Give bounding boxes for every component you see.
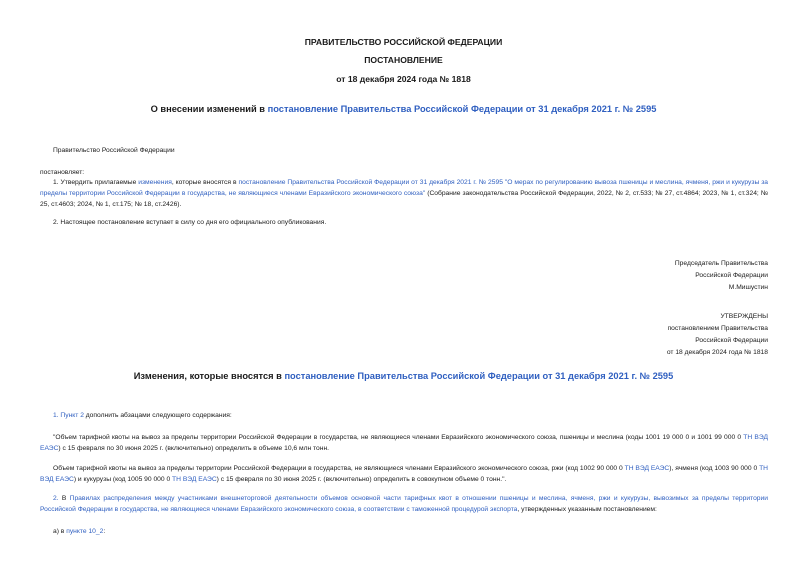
signature-block <box>548 258 768 294</box>
change-1 <box>53 410 232 421</box>
approved-line-3: Российской Федерации <box>695 337 768 344</box>
quote2-text-3: ) и кукурузы (код 1005 90 000 0 <box>73 476 173 483</box>
header-date-number: от 18 декабря 2024 года № 1818 <box>336 74 471 84</box>
quote2-link-2[interactable]: ТН ВЭД ЕАЭС <box>40 465 768 483</box>
title-link[interactable]: постановление Правительства Российской Федерации от 31 декабря 2021 г. № 2595 <box>267 104 657 114</box>
change1-link[interactable]: 1. Пункт 2 <box>53 412 84 419</box>
signature-line-2: Российской Федерации <box>695 272 768 279</box>
quote2-text-2: ), ячменя (код 1003 90 000 0 <box>669 465 760 472</box>
quote1-link[interactable]: ТН ВЭД ЕАЭС <box>40 434 768 452</box>
signature-name: М.Мишустин <box>728 284 768 291</box>
intro-resolves: постановляет: <box>40 169 85 176</box>
header-org: ПРАВИТЕЛЬСТВО РОССИЙСКОЙ ФЕДЕРАЦИИ <box>304 37 503 47</box>
approved-block <box>548 311 768 359</box>
item1-text-2: , которые вносятся в <box>171 179 239 186</box>
quote-1 <box>40 432 768 454</box>
intro-government: Правительство Российской Федерации <box>53 147 175 154</box>
header-doc-type: ПОСТАНОВЛЕНИЕ <box>364 55 443 65</box>
changes-title <box>0 371 807 381</box>
title-prefix: О внесении изменений в <box>150 104 268 114</box>
signature-line-1: Председатель Правительства <box>674 260 768 267</box>
quote1-end: ) с 15 февраля по 30 июня 2025 г. (включительно) определить в объеме 10,6 млн тонн. <box>58 445 329 452</box>
item1-link-resolution[interactable]: постановление Правительства Российской Федерации от 31 декабря 2021 г. № 2595 "О мерах по регулированию вывоза пшеницы и меслина, ячменя, ржи и кукурузы за пределы территории Российской Федерации в государства, не являющиеся членами Евразийского экономического союза" <box>40 179 768 197</box>
item-2: 2. Настоящее постановление вступает в силу со дня его официального опубликования. <box>53 219 327 226</box>
quote2-link-3[interactable]: ТН ВЭД ЕАЭС <box>172 476 217 483</box>
change2-number: 2. <box>53 495 59 502</box>
quote2-text-1: Объем тарифной квоты на вывоз за пределы территории Российской Федерации в государства, не являющиеся членами Евразийского экономического союза, ржи (код 1002 90 000 0 <box>53 465 625 472</box>
changes-title-link[interactable]: постановление Правительства Российской Федерации от 31 декабря 2021 г. № 2595 <box>284 371 674 381</box>
sub-a-link[interactable]: пункте 10_2 <box>66 528 104 535</box>
changes-title-prefix: Изменения, которые вносятся в <box>133 371 285 381</box>
approved-line-4: от 18 декабря 2024 года № 1818 <box>666 349 768 356</box>
item1-link-changes[interactable]: изменения <box>138 179 172 186</box>
change2-text-1: В <box>58 495 70 502</box>
change1-text: дополнить абзацами следующего содержания: <box>83 412 232 419</box>
quote1-text: "Объем тарифной квоты на вывоз за пределы территории Российской Федерации в государства, не являющиеся членами Евразийского экономического союза, пшеницы и меслина (коды 1001 19 000 0 и 1001 99 000 0 <box>53 434 744 441</box>
sub-item-a <box>53 526 105 537</box>
quote2-link-1[interactable]: ТН ВЭД ЕАЭС <box>624 465 670 472</box>
approved-line-2: постановлением Правительства <box>667 325 768 332</box>
sub-a-text-1: а) в <box>53 528 67 535</box>
change2-link-rules[interactable]: Правилах распределения между участниками внешнеторговой деятельности объемов основной части тарифных квот в отношении пшеницы и меслина, ячменя, ржи и кукурузы, вывозимых за пределы территории Российской Федерации в государства, не являющиеся членами Евразийского экономического союза, в соответствии с таможенной процедурой экспорта <box>40 495 768 513</box>
item1-text-1: 1. Утвердить прилагаемые <box>53 179 139 186</box>
change2-text-2: , утвержденных указанным постановлением: <box>517 506 657 513</box>
document-title <box>0 104 807 114</box>
approved-line-1: УТВЕРЖДЕНЫ <box>720 313 768 320</box>
item-1 <box>40 177 768 210</box>
change-2 <box>40 493 768 515</box>
sub-a-text-2: : <box>103 528 106 535</box>
quote2-text-4: ) с 15 февраля по 30 июня 2025 г. (включительно) определить в совокупном объеме 0 тонн.". <box>216 476 507 483</box>
quote-2 <box>40 463 768 485</box>
item1-text-3: (Собрание законодательства Российской Федерации, 2022, № 2, ст.533; № 27, ст.4864; 2023, № 1, ст.324; № 25, ст.4603; 2024, № 1, ст.175; № 18, ст.2426). <box>40 190 768 208</box>
